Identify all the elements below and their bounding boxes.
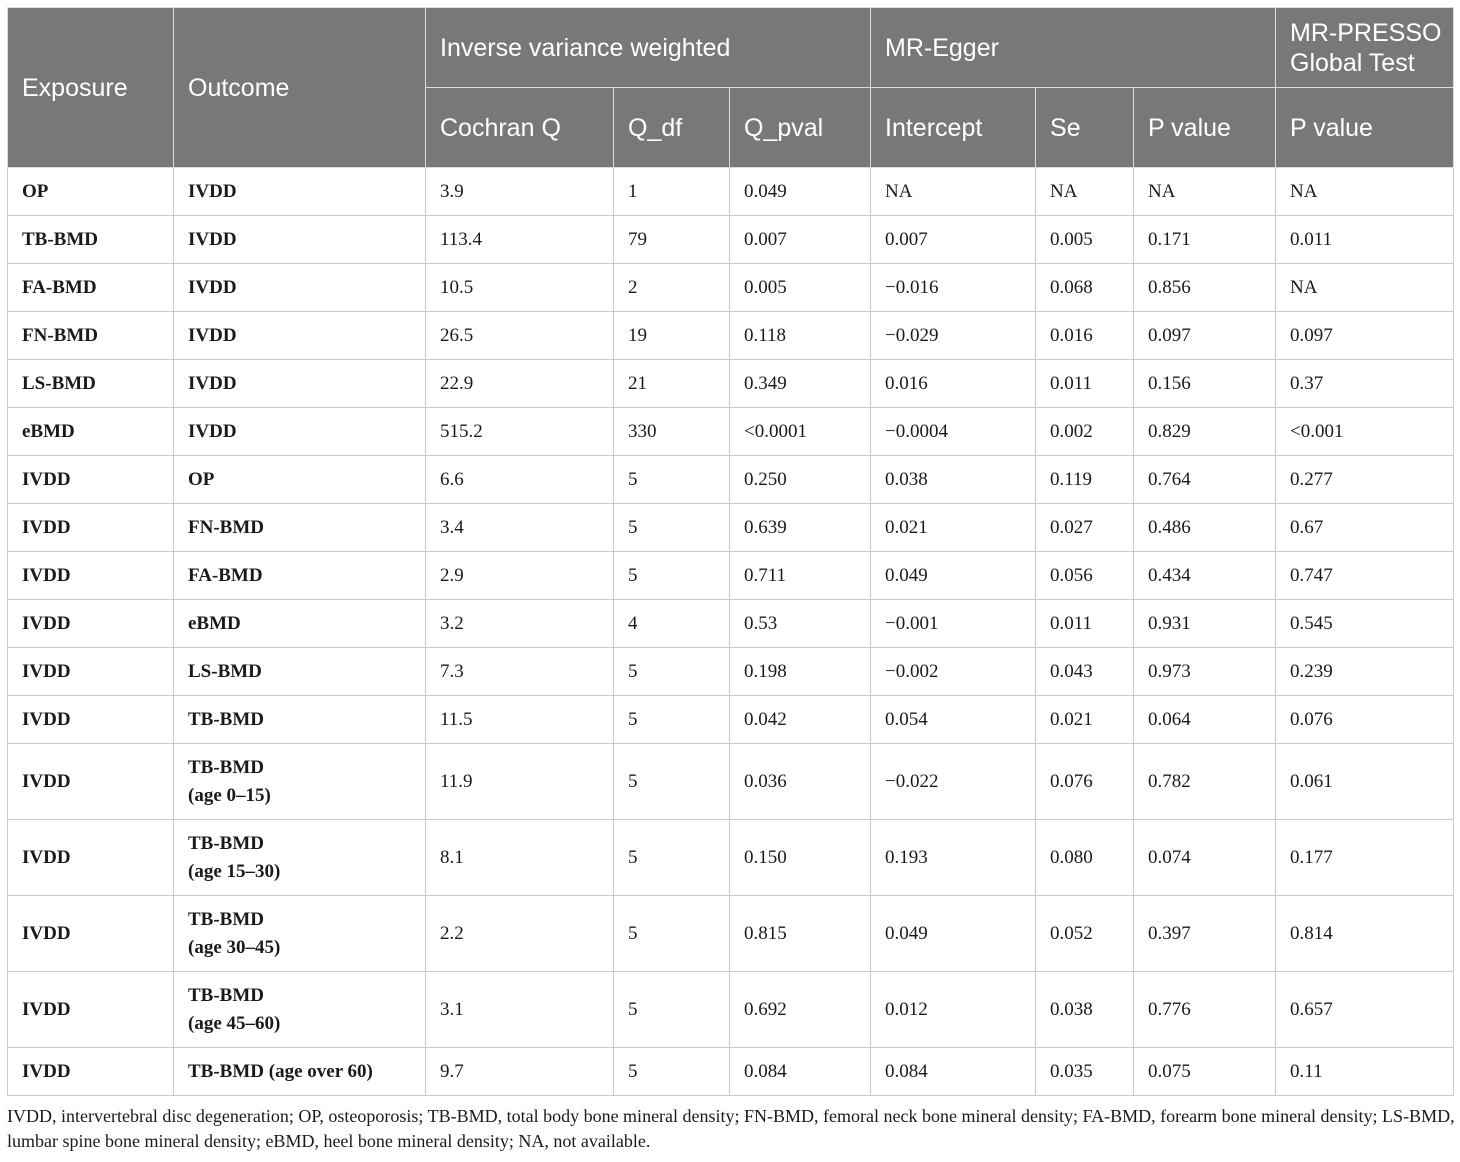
- cell-se: 0.119: [1036, 456, 1134, 504]
- header-intercept: Intercept: [871, 88, 1036, 168]
- cell-intercept: −0.022: [871, 744, 1036, 820]
- heterogeneity-pleiotropy-table: [7, 7, 1454, 1096]
- cell-q-pval: 0.005: [730, 264, 871, 312]
- cell-outcome: [174, 896, 426, 972]
- cell-presso-p-value: 0.747: [1276, 552, 1454, 600]
- cell-outcome: TB-BMD (age over 60): [174, 1048, 426, 1096]
- cell-presso-p-value: 0.076: [1276, 696, 1454, 744]
- cell-q-pval: 0.198: [730, 648, 871, 696]
- cell-p-value: 0.764: [1134, 456, 1276, 504]
- cell-se: 0.038: [1036, 972, 1134, 1048]
- cell-presso-p-value: 0.177: [1276, 820, 1454, 896]
- cell-p-value: 0.156: [1134, 360, 1276, 408]
- header-ivw: Inverse variance weighted: [426, 8, 871, 88]
- cell-cochran-q: 2.2: [426, 896, 614, 972]
- cell-intercept: 0.084: [871, 1048, 1036, 1096]
- cell-intercept: 0.054: [871, 696, 1036, 744]
- cell-exposure: TB-BMD: [8, 216, 174, 264]
- cell-intercept: −0.0004: [871, 408, 1036, 456]
- cell-q-df: 5: [614, 820, 730, 896]
- cell-outcome: IVDD: [174, 360, 426, 408]
- cell-p-value: NA: [1134, 168, 1276, 216]
- cell-intercept: NA: [871, 168, 1036, 216]
- cell-p-value: 0.931: [1134, 600, 1276, 648]
- cell-outcome: TB-BMD: [174, 696, 426, 744]
- cell-intercept: −0.001: [871, 600, 1036, 648]
- cell-outcome: IVDD: [174, 264, 426, 312]
- cell-cochran-q: 113.4: [426, 216, 614, 264]
- cell-presso-p-value: 0.097: [1276, 312, 1454, 360]
- cell-outcome: FN-BMD: [174, 504, 426, 552]
- cell-q-df: 19: [614, 312, 730, 360]
- outcome-label: TB-BMD: [188, 832, 264, 854]
- cell-outcome: FA-BMD: [174, 552, 426, 600]
- cell-se: 0.035: [1036, 1048, 1134, 1096]
- cell-q-pval: 0.036: [730, 744, 871, 820]
- table-row: [8, 696, 1454, 744]
- header-q-pval: Q_pval: [730, 88, 871, 168]
- table-row: [8, 408, 1454, 456]
- cell-q-df: 5: [614, 456, 730, 504]
- cell-presso-p-value: <0.001: [1276, 408, 1454, 456]
- cell-q-pval: 0.639: [730, 504, 871, 552]
- cell-presso-p-value: NA: [1276, 264, 1454, 312]
- cell-cochran-q: 3.1: [426, 972, 614, 1048]
- cell-exposure: IVDD: [8, 696, 174, 744]
- outcome-label: TB-BMD: [188, 984, 264, 1006]
- cell-intercept: 0.021: [871, 504, 1036, 552]
- cell-exposure: OP: [8, 168, 174, 216]
- cell-q-pval: 0.007: [730, 216, 871, 264]
- cell-exposure: eBMD: [8, 408, 174, 456]
- cell-q-pval: 0.042: [730, 696, 871, 744]
- cell-q-df: 79: [614, 216, 730, 264]
- cell-q-df: 5: [614, 972, 730, 1048]
- outcome-label: TB-BMD: [188, 756, 264, 778]
- cell-outcome: LS-BMD: [174, 648, 426, 696]
- cell-q-df: 5: [614, 744, 730, 820]
- cell-cochran-q: 9.7: [426, 1048, 614, 1096]
- header-exposure: Exposure: [8, 8, 174, 168]
- cell-p-value: 0.973: [1134, 648, 1276, 696]
- cell-presso-p-value: 0.67: [1276, 504, 1454, 552]
- cell-intercept: −0.029: [871, 312, 1036, 360]
- cell-intercept: 0.193: [871, 820, 1036, 896]
- cell-presso-p-value: 0.37: [1276, 360, 1454, 408]
- table-row: [8, 648, 1454, 696]
- cell-outcome: [174, 820, 426, 896]
- cell-outcome: [174, 972, 426, 1048]
- cell-cochran-q: 515.2: [426, 408, 614, 456]
- header-se: Se: [1036, 88, 1134, 168]
- cell-se: 0.080: [1036, 820, 1134, 896]
- cell-exposure: IVDD: [8, 1048, 174, 1096]
- cell-se: NA: [1036, 168, 1134, 216]
- cell-p-value: 0.776: [1134, 972, 1276, 1048]
- outcome-label: TB-BMD: [188, 908, 264, 930]
- cell-p-value: 0.097: [1134, 312, 1276, 360]
- cell-q-pval: 0.692: [730, 972, 871, 1048]
- cell-se: 0.021: [1036, 696, 1134, 744]
- table-row: [8, 744, 1454, 820]
- cell-cochran-q: 22.9: [426, 360, 614, 408]
- table-row: [8, 168, 1454, 216]
- cell-exposure: IVDD: [8, 648, 174, 696]
- cell-intercept: −0.002: [871, 648, 1036, 696]
- cell-intercept: 0.012: [871, 972, 1036, 1048]
- results-table-container: [7, 7, 1453, 1096]
- cell-p-value: 0.074: [1134, 820, 1276, 896]
- header-mr-egger: MR-Egger: [871, 8, 1276, 88]
- cell-outcome: OP: [174, 456, 426, 504]
- outcome-age-range: (age 30–45): [188, 936, 281, 958]
- cell-exposure: IVDD: [8, 896, 174, 972]
- cell-outcome: eBMD: [174, 600, 426, 648]
- cell-exposure: IVDD: [8, 504, 174, 552]
- cell-q-pval: 0.118: [730, 312, 871, 360]
- cell-q-df: 2: [614, 264, 730, 312]
- outcome-age-range: (age 45–60): [188, 1012, 281, 1034]
- cell-se: 0.011: [1036, 360, 1134, 408]
- cell-presso-p-value: NA: [1276, 168, 1454, 216]
- cell-cochran-q: 7.3: [426, 648, 614, 696]
- header-outcome: Outcome: [174, 8, 426, 168]
- table-row: [8, 552, 1454, 600]
- cell-intercept: 0.038: [871, 456, 1036, 504]
- cell-q-df: 5: [614, 504, 730, 552]
- cell-q-pval: 0.150: [730, 820, 871, 896]
- cell-cochran-q: 3.9: [426, 168, 614, 216]
- cell-presso-p-value: 0.061: [1276, 744, 1454, 820]
- cell-p-value: 0.075: [1134, 1048, 1276, 1096]
- cell-p-value: 0.397: [1134, 896, 1276, 972]
- cell-cochran-q: 11.9: [426, 744, 614, 820]
- cell-p-value: 0.829: [1134, 408, 1276, 456]
- cell-presso-p-value: 0.545: [1276, 600, 1454, 648]
- cell-presso-p-value: 0.814: [1276, 896, 1454, 972]
- table-row: [8, 216, 1454, 264]
- outcome-age-range: (age 15–30): [188, 860, 281, 882]
- cell-q-df: 5: [614, 696, 730, 744]
- cell-intercept: −0.016: [871, 264, 1036, 312]
- cell-se: 0.052: [1036, 896, 1134, 972]
- cell-se: 0.005: [1036, 216, 1134, 264]
- cell-exposure: IVDD: [8, 820, 174, 896]
- cell-se: 0.002: [1036, 408, 1134, 456]
- cell-exposure: IVDD: [8, 744, 174, 820]
- cell-exposure: FA-BMD: [8, 264, 174, 312]
- header-presso-p-value: P value: [1276, 88, 1454, 168]
- cell-q-df: 21: [614, 360, 730, 408]
- cell-se: 0.076: [1036, 744, 1134, 820]
- cell-exposure: FN-BMD: [8, 312, 174, 360]
- header-q-df: Q_df: [614, 88, 730, 168]
- cell-se: 0.056: [1036, 552, 1134, 600]
- cell-q-df: 330: [614, 408, 730, 456]
- cell-presso-p-value: 0.277: [1276, 456, 1454, 504]
- cell-q-df: 5: [614, 552, 730, 600]
- table-row: [8, 972, 1454, 1048]
- cell-exposure: IVDD: [8, 600, 174, 648]
- table-body: [8, 168, 1454, 1096]
- cell-outcome: IVDD: [174, 408, 426, 456]
- cell-presso-p-value: 0.011: [1276, 216, 1454, 264]
- header-p-value: P value: [1134, 88, 1276, 168]
- table-row: [8, 1048, 1454, 1096]
- cell-q-pval: 0.53: [730, 600, 871, 648]
- table-header: [8, 8, 1454, 168]
- cell-p-value: 0.171: [1134, 216, 1276, 264]
- cell-se: 0.027: [1036, 504, 1134, 552]
- table-row: [8, 504, 1454, 552]
- cell-outcome: IVDD: [174, 216, 426, 264]
- table-row: [8, 896, 1454, 972]
- cell-exposure: IVDD: [8, 552, 174, 600]
- cell-p-value: 0.486: [1134, 504, 1276, 552]
- cell-intercept: 0.049: [871, 552, 1036, 600]
- cell-se: 0.068: [1036, 264, 1134, 312]
- table-row: [8, 360, 1454, 408]
- cell-exposure: IVDD: [8, 456, 174, 504]
- cell-p-value: 0.856: [1134, 264, 1276, 312]
- table-row: [8, 600, 1454, 648]
- cell-intercept: 0.007: [871, 216, 1036, 264]
- header-mr-presso: MR-PRESSO Global Test: [1276, 8, 1454, 88]
- cell-q-df: 5: [614, 648, 730, 696]
- cell-q-pval: 0.084: [730, 1048, 871, 1096]
- cell-cochran-q: 10.5: [426, 264, 614, 312]
- cell-presso-p-value: 0.11: [1276, 1048, 1454, 1096]
- header-cochran-q: Cochran Q: [426, 88, 614, 168]
- cell-exposure: IVDD: [8, 972, 174, 1048]
- table-footnote: IVDD, intervertebral disc degeneration; OP, osteoporosis; TB-BMD, total body bone mineral density; FN-BMD, femoral neck bone mineral density; FA-BMD, forearm bone mineral density; LS-BMD, lumbar spine bone mineral density; eBMD, heel bone mineral density; NA, not available.: [7, 1106, 1455, 1151]
- cell-q-pval: 0.815: [730, 896, 871, 972]
- cell-se: 0.043: [1036, 648, 1134, 696]
- cell-p-value: 0.434: [1134, 552, 1276, 600]
- table-row: [8, 264, 1454, 312]
- cell-presso-p-value: 0.657: [1276, 972, 1454, 1048]
- table-row: [8, 456, 1454, 504]
- cell-intercept: 0.049: [871, 896, 1036, 972]
- cell-q-pval: 0.349: [730, 360, 871, 408]
- cell-outcome: IVDD: [174, 168, 426, 216]
- table-row: [8, 820, 1454, 896]
- cell-cochran-q: 3.4: [426, 504, 614, 552]
- cell-q-pval: 0.711: [730, 552, 871, 600]
- cell-q-pval: <0.0001: [730, 408, 871, 456]
- cell-cochran-q: 3.2: [426, 600, 614, 648]
- cell-p-value: 0.064: [1134, 696, 1276, 744]
- cell-cochran-q: 11.5: [426, 696, 614, 744]
- cell-q-df: 4: [614, 600, 730, 648]
- cell-outcome: [174, 744, 426, 820]
- table-row: [8, 312, 1454, 360]
- cell-q-df: 5: [614, 896, 730, 972]
- cell-q-pval: 0.049: [730, 168, 871, 216]
- cell-p-value: 0.782: [1134, 744, 1276, 820]
- cell-se: 0.011: [1036, 600, 1134, 648]
- cell-cochran-q: 2.9: [426, 552, 614, 600]
- cell-exposure: LS-BMD: [8, 360, 174, 408]
- outcome-age-range: (age 0–15): [188, 784, 271, 806]
- cell-presso-p-value: 0.239: [1276, 648, 1454, 696]
- cell-q-pval: 0.250: [730, 456, 871, 504]
- cell-cochran-q: 8.1: [426, 820, 614, 896]
- cell-cochran-q: 6.6: [426, 456, 614, 504]
- cell-q-df: 5: [614, 1048, 730, 1096]
- cell-se: 0.016: [1036, 312, 1134, 360]
- cell-q-df: 1: [614, 168, 730, 216]
- cell-outcome: IVDD: [174, 312, 426, 360]
- cell-intercept: 0.016: [871, 360, 1036, 408]
- cell-cochran-q: 26.5: [426, 312, 614, 360]
